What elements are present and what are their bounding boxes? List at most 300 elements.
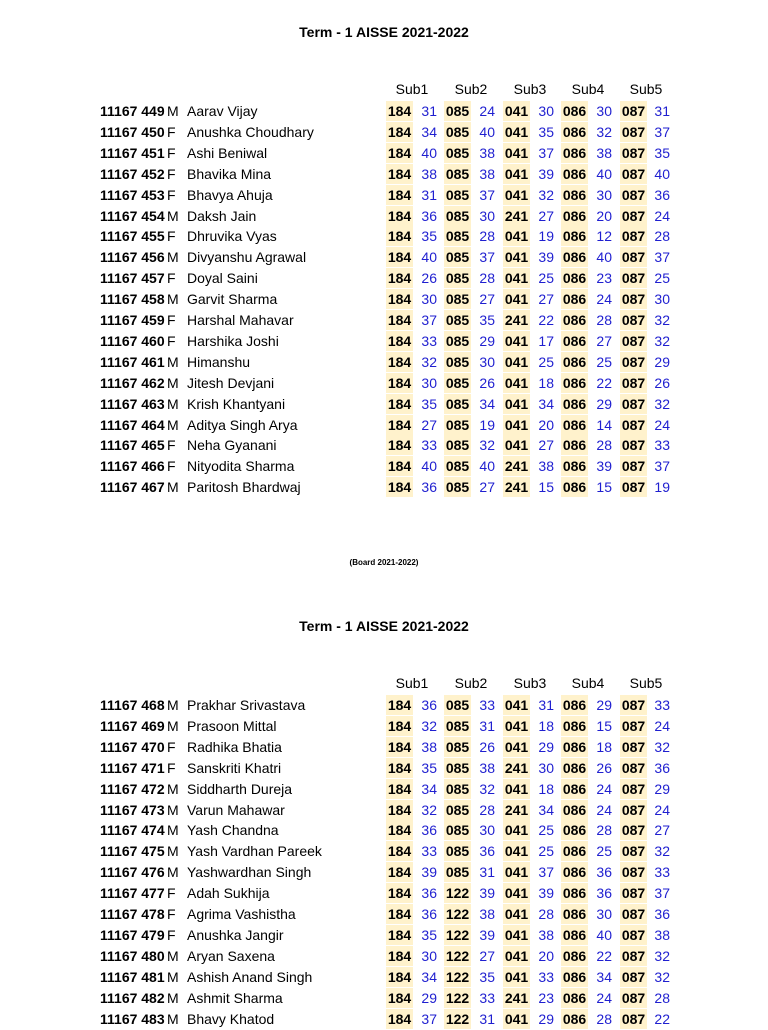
subject-mark: 35 (654, 144, 670, 161)
student-row (0, 164, 768, 185)
subject-mark: 35 (479, 968, 495, 985)
subject-mark: 26 (479, 738, 495, 755)
subject-code: 184 (387, 144, 412, 161)
subject-code: 085 (445, 801, 470, 818)
gender: F (167, 906, 176, 922)
subject-mark: 36 (421, 697, 437, 713)
subject-header-3: Sub3 (513, 675, 547, 691)
subject-mark: 40 (421, 249, 437, 266)
subject-mark: 36 (421, 822, 437, 839)
subject-code: 041 (504, 249, 529, 266)
subject-code: 086 (562, 780, 587, 797)
subject-mark: 34 (421, 968, 437, 985)
subject-mark: 19 (479, 416, 495, 433)
subject-code: 184 (387, 228, 412, 245)
subject-code: 041 (504, 717, 529, 734)
subject-mark: 15 (596, 479, 612, 496)
student-row (0, 883, 768, 904)
subject-code: 184 (387, 312, 412, 328)
student-name: Ashi Beniwal (187, 144, 268, 161)
student-row (0, 435, 768, 456)
subject-mark: 36 (596, 864, 612, 881)
subject-mark: 33 (479, 697, 495, 713)
subject-code: 087 (621, 989, 646, 1006)
subject-code: 087 (621, 843, 646, 860)
subject-code: 241 (504, 458, 529, 475)
subject-mark: 40 (479, 123, 495, 140)
student-name: Adah Sukhija (187, 885, 270, 902)
subject-code: 086 (562, 926, 587, 943)
subject-mark: 37 (654, 249, 670, 266)
subject-mark: 18 (538, 780, 554, 797)
student-name: Aditya Singh Arya (187, 416, 298, 433)
subject-code: 041 (504, 165, 529, 182)
subject-code: 085 (445, 416, 470, 433)
subject-mark: 27 (479, 479, 495, 496)
subject-code: 086 (562, 458, 587, 475)
student-row (0, 841, 768, 862)
subject-code: 041 (504, 885, 529, 902)
subject-header-4: Sub4 (571, 675, 605, 691)
subject-code: 041 (504, 864, 529, 881)
subject-code: 184 (387, 103, 412, 119)
subject-mark: 35 (421, 228, 437, 245)
subject-code: 184 (387, 458, 412, 475)
subject-code: 086 (562, 822, 587, 839)
subject-code: 087 (621, 458, 646, 475)
subject-code: 241 (504, 207, 529, 224)
subject-code: 085 (445, 186, 470, 203)
subject-code: 184 (387, 374, 412, 391)
roll-number: 11167 466 (100, 458, 165, 475)
subject-mark: 32 (421, 717, 437, 734)
subject-code: 184 (387, 332, 412, 349)
subject-mark: 37 (538, 864, 554, 881)
subject-code: 241 (504, 759, 529, 776)
student-row (0, 967, 768, 988)
gender: M (167, 395, 179, 412)
subject-mark: 22 (596, 947, 612, 964)
subject-mark: 31 (479, 864, 495, 881)
subject-mark: 30 (596, 186, 612, 203)
subject-code: 085 (445, 291, 470, 308)
subject-code: 041 (504, 103, 529, 119)
subject-mark: 40 (421, 458, 437, 475)
gender: M (167, 479, 179, 496)
student-row (0, 415, 768, 436)
subject-mark: 29 (479, 332, 495, 349)
subject-code: 087 (621, 186, 646, 203)
student-name: Nityodita Sharma (187, 458, 295, 475)
student-name: Radhika Bhatia (187, 738, 282, 755)
subject-code: 086 (562, 270, 587, 287)
subject-code: 087 (621, 207, 646, 224)
subject-mark: 25 (538, 270, 554, 287)
student-name: Neha Gyanani (187, 437, 277, 454)
subject-code: 087 (621, 249, 646, 266)
subject-code: 085 (445, 228, 470, 245)
subject-code: 041 (504, 332, 529, 349)
gender: M (167, 864, 179, 881)
gender: F (167, 312, 176, 328)
subject-mark: 30 (479, 207, 495, 224)
subject-mark: 34 (421, 123, 437, 140)
student-name: Aarav Vijay (187, 103, 258, 119)
subject-code: 184 (387, 479, 412, 496)
subject-code: 041 (504, 968, 529, 985)
student-row (0, 1009, 768, 1030)
roll-number: 11167 476 (100, 864, 165, 881)
roll-number: 11167 460 (100, 332, 165, 349)
subject-mark: 38 (479, 144, 495, 161)
subject-mark: 40 (596, 926, 612, 943)
student-row (0, 373, 768, 394)
roll-number: 11167 477 (100, 885, 165, 902)
subject-code: 087 (621, 864, 646, 881)
student-row (0, 800, 768, 821)
subject-mark: 29 (654, 780, 670, 797)
subject-header-3: Sub3 (513, 81, 547, 97)
gender: F (167, 123, 176, 140)
subject-code: 086 (562, 759, 587, 776)
roll-number: 11167 475 (100, 843, 165, 860)
subject-mark: 25 (654, 270, 670, 287)
subject-mark: 15 (538, 479, 554, 496)
roll-number: 11167 470 (100, 738, 165, 755)
subject-mark: 24 (654, 801, 670, 818)
subject-code: 085 (445, 123, 470, 140)
subject-mark: 36 (596, 885, 612, 902)
subject-mark: 27 (538, 207, 554, 224)
subject-code: 087 (621, 1010, 646, 1027)
subject-code: 041 (504, 697, 529, 713)
subject-code: 041 (504, 123, 529, 140)
roll-number: 11167 471 (100, 759, 165, 776)
subject-mark: 32 (654, 843, 670, 860)
subject-code: 085 (445, 165, 470, 182)
subject-header-5: Sub5 (629, 675, 663, 691)
subject-code: 041 (504, 291, 529, 308)
gender: F (167, 885, 176, 902)
subject-code: 086 (562, 144, 587, 161)
subject-mark: 36 (654, 759, 670, 776)
subject-header-1: Sub1 (395, 81, 429, 97)
subject-code: 041 (504, 186, 529, 203)
student-row (0, 758, 768, 779)
subject-mark: 24 (596, 801, 612, 818)
subject-mark: 23 (538, 989, 554, 1006)
subject-mark: 28 (596, 822, 612, 839)
subject-mark: 24 (654, 207, 670, 224)
subject-mark: 39 (421, 864, 437, 881)
student-name: Himanshu (187, 353, 251, 370)
subject-mark: 28 (596, 312, 612, 328)
subject-code: 184 (387, 165, 412, 182)
roll-number: 11167 478 (100, 906, 165, 922)
subject-mark: 27 (479, 291, 495, 308)
gender: M (167, 697, 179, 713)
subject-mark: 30 (596, 103, 612, 119)
student-row (0, 185, 768, 206)
gender: F (167, 144, 176, 161)
student-name: Harshika Joshi (187, 332, 279, 349)
subject-mark: 38 (479, 165, 495, 182)
subject-mark: 32 (654, 738, 670, 755)
subject-mark: 39 (538, 249, 554, 266)
subject-code: 085 (445, 374, 470, 391)
subject-code: 086 (562, 437, 587, 454)
roll-number: 11167 462 (100, 374, 165, 391)
subject-code: 184 (387, 906, 412, 922)
student-name: Harshal Mahavar (187, 312, 294, 328)
subject-mark: 38 (421, 165, 437, 182)
subject-mark: 34 (421, 780, 437, 797)
subject-code: 085 (445, 759, 470, 776)
gender: F (167, 759, 176, 776)
subject-mark: 18 (596, 738, 612, 755)
student-row (0, 268, 768, 289)
subject-code: 184 (387, 968, 412, 985)
subject-code: 085 (445, 479, 470, 496)
subject-code: 184 (387, 759, 412, 776)
subject-mark: 38 (654, 926, 670, 943)
subject-code: 086 (562, 989, 587, 1006)
subject-code: 085 (445, 353, 470, 370)
gender: M (167, 822, 179, 839)
roll-number: 11167 472 (100, 780, 165, 797)
student-row (0, 477, 768, 498)
subject-code: 087 (621, 103, 646, 119)
gender: F (167, 332, 176, 349)
subject-code: 241 (504, 989, 529, 1006)
subject-code: 087 (621, 801, 646, 818)
subject-code: 041 (504, 780, 529, 797)
student-name: Jitesh Devjani (187, 374, 275, 391)
subject-code: 122 (445, 989, 470, 1006)
student-row (0, 122, 768, 143)
roll-number: 11167 464 (100, 416, 165, 433)
subject-mark: 35 (421, 395, 437, 412)
subject-code: 086 (562, 968, 587, 985)
subject-code: 086 (562, 249, 587, 266)
gender: M (167, 968, 179, 985)
subject-header-1: Sub1 (395, 675, 429, 691)
subject-code: 087 (621, 906, 646, 922)
student-name: Bhavy Khatod (187, 1010, 275, 1027)
subject-mark: 26 (421, 270, 437, 287)
student-row (0, 737, 768, 758)
student-row (0, 988, 768, 1009)
subject-mark: 32 (479, 780, 495, 797)
subject-code: 086 (562, 885, 587, 902)
subject-code: 122 (445, 926, 470, 943)
student-name: Yashwardhan Singh (187, 864, 312, 881)
subject-mark: 36 (479, 843, 495, 860)
subject-code: 085 (445, 144, 470, 161)
subject-mark: 33 (479, 989, 495, 1006)
subject-code: 122 (445, 968, 470, 985)
subject-code: 086 (562, 1010, 587, 1027)
subject-code: 184 (387, 843, 412, 860)
gender: F (167, 458, 176, 475)
roll-number: 11167 452 (100, 165, 165, 182)
subject-mark: 28 (479, 270, 495, 287)
subject-mark: 40 (479, 458, 495, 475)
subject-mark: 37 (654, 458, 670, 475)
subject-code: 086 (562, 864, 587, 881)
gender: F (167, 437, 176, 454)
subject-code: 085 (445, 270, 470, 287)
subject-mark: 27 (654, 822, 670, 839)
student-row (0, 352, 768, 373)
subject-code: 086 (562, 416, 587, 433)
subject-mark: 19 (538, 228, 554, 245)
subject-mark: 27 (596, 332, 612, 349)
subject-code: 184 (387, 885, 412, 902)
subject-mark: 35 (421, 759, 437, 776)
subject-mark: 31 (654, 103, 670, 119)
gender: M (167, 989, 179, 1006)
subject-code: 184 (387, 123, 412, 140)
subject-code: 241 (504, 312, 529, 328)
subject-code: 086 (562, 228, 587, 245)
subject-mark: 26 (654, 374, 670, 391)
subject-mark: 26 (479, 374, 495, 391)
student-row (0, 779, 768, 800)
subject-code: 041 (504, 738, 529, 755)
subject-code: 087 (621, 759, 646, 776)
student-row (0, 456, 768, 477)
subject-header-5: Sub5 (629, 81, 663, 97)
subject-code: 085 (445, 332, 470, 349)
subject-mark: 24 (596, 780, 612, 797)
subject-mark: 36 (421, 479, 437, 496)
subject-mark: 29 (538, 738, 554, 755)
subject-code: 087 (621, 353, 646, 370)
subject-code: 086 (562, 312, 587, 328)
student-name: Varun Mahawar (187, 801, 285, 818)
student-name: Paritosh Bhardwaj (187, 479, 301, 496)
student-row (0, 946, 768, 967)
subject-code: 087 (621, 885, 646, 902)
student-name: Doyal Saini (187, 270, 258, 287)
roll-number: 11167 468 (100, 697, 165, 713)
student-row (0, 101, 768, 122)
student-name: Siddharth Dureja (187, 780, 293, 797)
subject-code: 087 (621, 123, 646, 140)
subject-code: 122 (445, 1010, 470, 1027)
subject-code: 184 (387, 780, 412, 797)
subject-mark: 27 (538, 291, 554, 308)
gender: M (167, 780, 179, 797)
subject-code: 184 (387, 249, 412, 266)
subject-mark: 32 (654, 395, 670, 412)
subject-mark: 28 (654, 228, 670, 245)
subject-mark: 29 (421, 989, 437, 1006)
subject-code: 086 (562, 947, 587, 964)
subject-mark: 26 (596, 759, 612, 776)
subject-code: 087 (621, 416, 646, 433)
subject-code: 184 (387, 717, 412, 734)
roll-number: 11167 458 (100, 291, 165, 308)
subject-code: 184 (387, 926, 412, 943)
subject-code: 086 (562, 479, 587, 496)
subject-mark: 28 (596, 1010, 612, 1027)
subject-code: 087 (621, 165, 646, 182)
subject-code: 184 (387, 353, 412, 370)
subject-mark: 32 (654, 947, 670, 964)
subject-mark: 24 (479, 103, 495, 119)
roll-number: 11167 456 (100, 249, 165, 266)
subject-code: 085 (445, 822, 470, 839)
subject-code: 122 (445, 947, 470, 964)
subject-code: 087 (621, 228, 646, 245)
subject-code: 184 (387, 738, 412, 755)
subject-mark: 27 (421, 416, 437, 433)
subject-code: 086 (562, 738, 587, 755)
subject-mark: 39 (538, 165, 554, 182)
gender: M (167, 717, 179, 734)
subject-code: 041 (504, 843, 529, 860)
subject-mark: 25 (596, 843, 612, 860)
page-title-1: Term - 1 AISSE 2021-2022 (299, 24, 469, 40)
subject-code: 041 (504, 270, 529, 287)
subject-code: 087 (621, 780, 646, 797)
subject-mark: 20 (538, 947, 554, 964)
student-name: Prasoon Mittal (187, 717, 277, 734)
subject-mark: 37 (538, 144, 554, 161)
roll-number: 11167 481 (100, 968, 165, 985)
subject-code: 085 (445, 249, 470, 266)
gender: F (167, 738, 176, 755)
subject-code: 184 (387, 207, 412, 224)
subject-mark: 33 (421, 332, 437, 349)
subject-mark: 31 (421, 103, 437, 119)
subject-mark: 35 (479, 312, 495, 328)
subject-code: 184 (387, 270, 412, 287)
subject-code: 085 (445, 697, 470, 713)
subject-mark: 36 (654, 906, 670, 922)
subject-mark: 25 (538, 353, 554, 370)
subject-mark: 40 (596, 165, 612, 182)
subject-code: 085 (445, 458, 470, 475)
subject-code: 184 (387, 947, 412, 964)
subject-mark: 36 (421, 906, 437, 922)
subject-code: 087 (621, 697, 646, 713)
subject-code: 184 (387, 291, 412, 308)
gender: M (167, 416, 179, 433)
subject-mark: 22 (654, 1010, 670, 1027)
roll-number: 11167 451 (100, 144, 165, 161)
subject-mark: 39 (596, 458, 612, 475)
subject-code: 087 (621, 291, 646, 308)
subject-mark: 32 (654, 312, 670, 328)
subject-code: 184 (387, 822, 412, 839)
subject-mark: 29 (596, 697, 612, 713)
subject-mark: 24 (596, 291, 612, 308)
subject-code: 087 (621, 395, 646, 412)
roll-number: 11167 469 (100, 717, 165, 734)
subject-code: 087 (621, 270, 646, 287)
subject-code: 184 (387, 186, 412, 203)
subject-mark: 34 (538, 801, 554, 818)
subject-mark: 24 (596, 989, 612, 1006)
subject-code: 041 (504, 353, 529, 370)
gender: F (167, 270, 176, 287)
subject-mark: 30 (596, 906, 612, 922)
subject-code: 041 (504, 374, 529, 391)
roll-number: 11167 450 (100, 123, 165, 140)
